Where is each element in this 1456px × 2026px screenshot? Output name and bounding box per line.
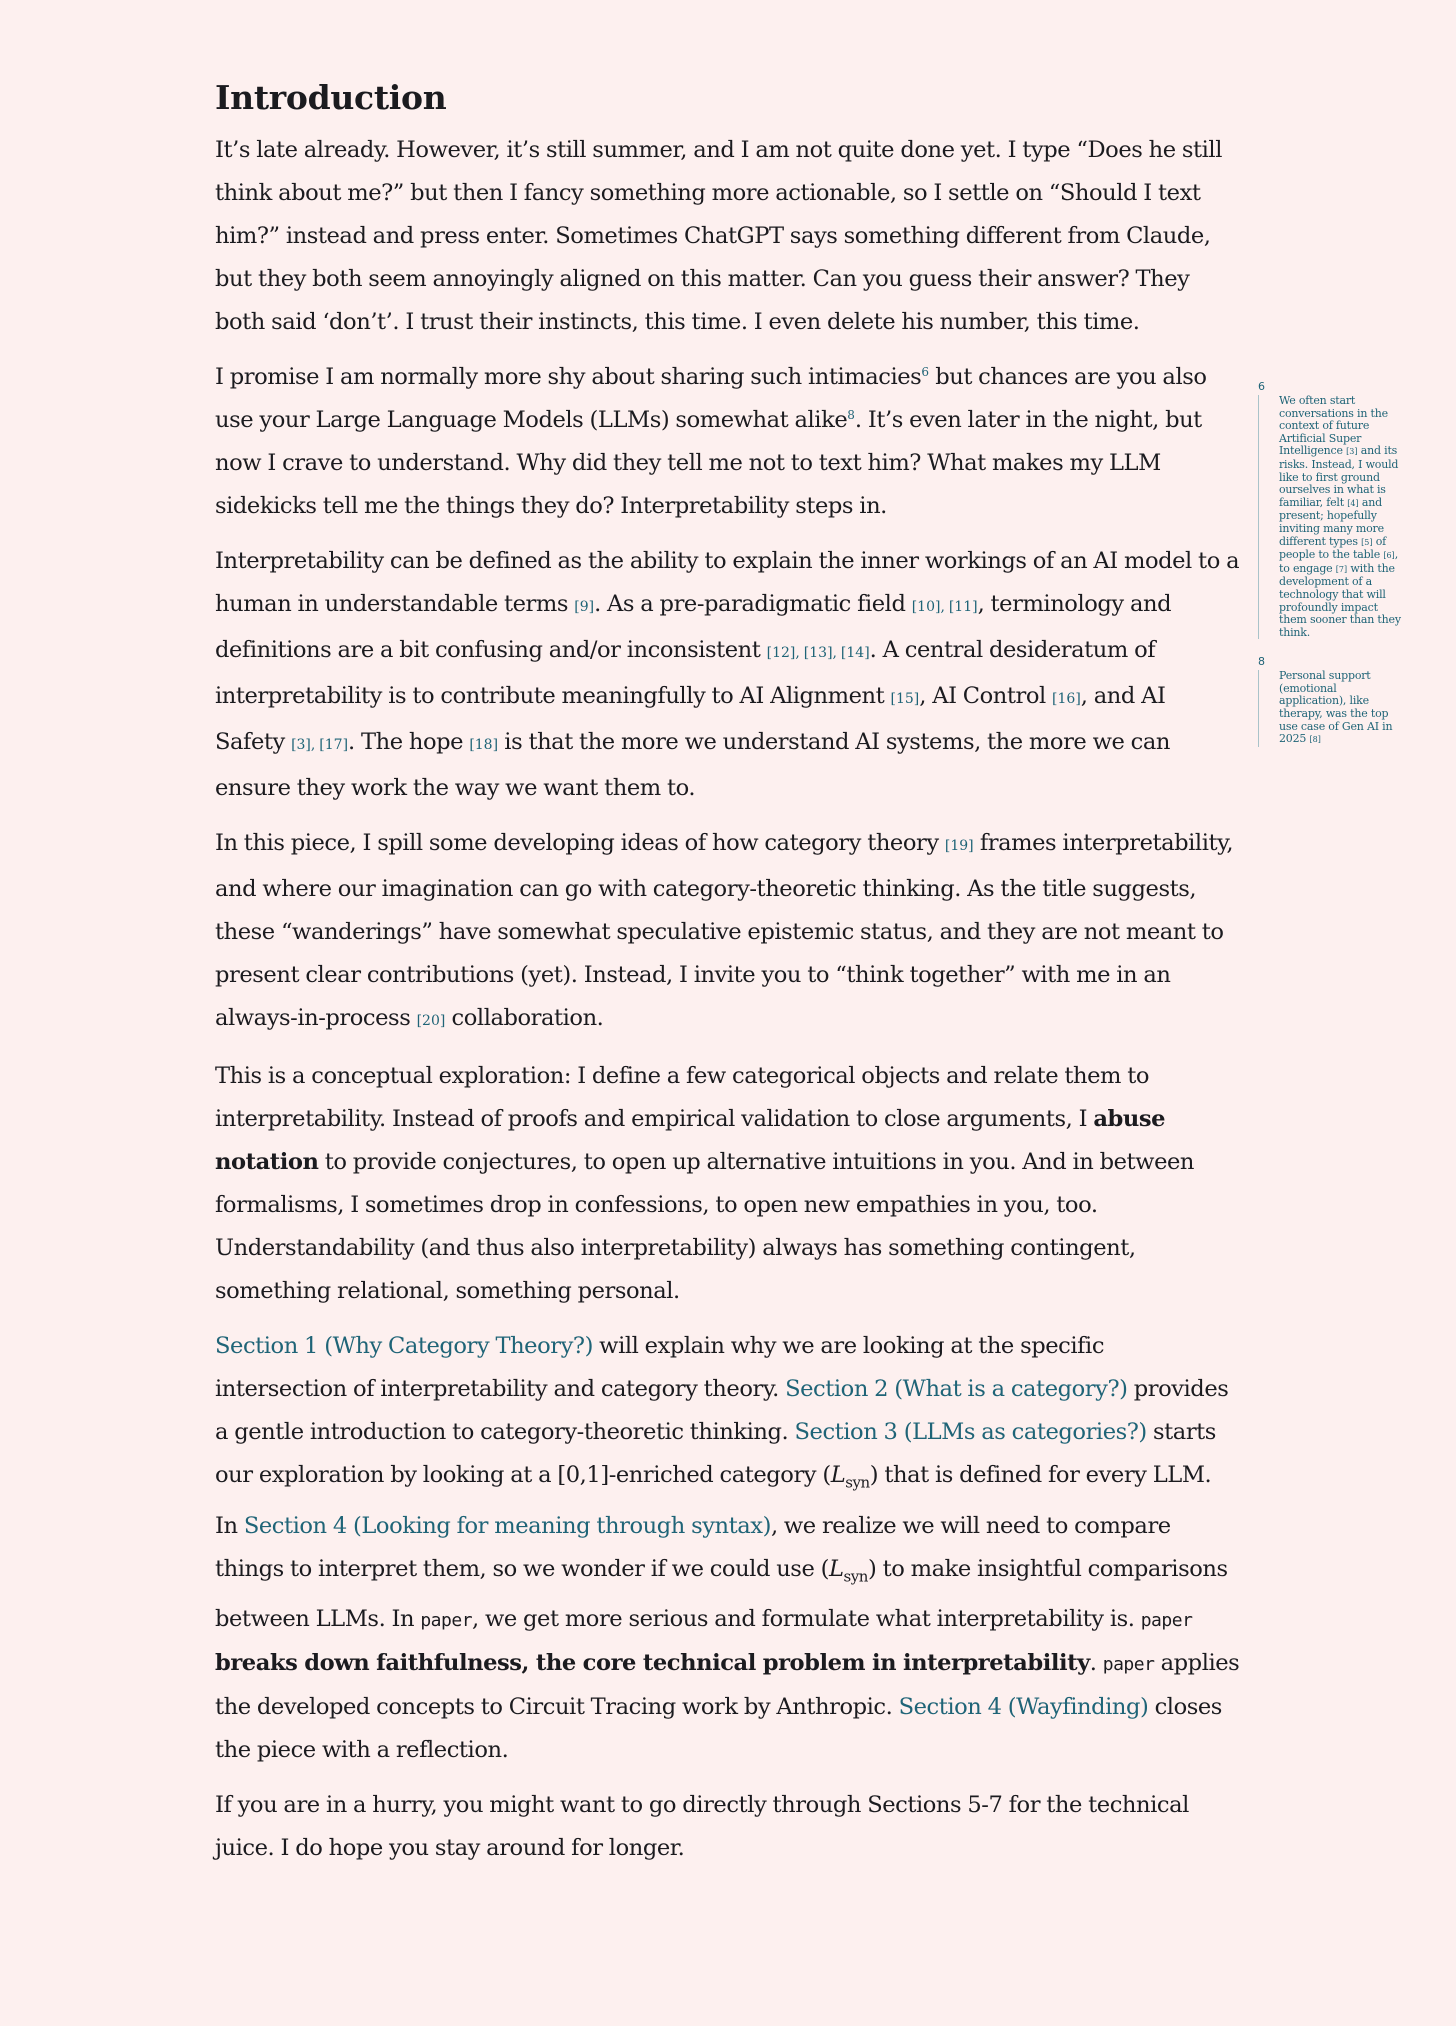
math-l-syn [828, 1555, 869, 1586]
citation[interactable]: [7] [1335, 564, 1348, 574]
text: applies the developed concepts to Circuit Tracing work by Anthropic. [215, 1650, 1240, 1721]
sidenote-6 [1258, 380, 1403, 639]
text: . [1089, 1650, 1103, 1677]
section-link-2[interactable]: Section 2 (What is a category?) [785, 1376, 1128, 1402]
text: , terminology and definitions are a bit confusing and/or inconsistent [215, 591, 1172, 663]
text: starts our exploration by looking at a [0,1]-enriched category ( [215, 1419, 1216, 1488]
paragraph-3 [215, 540, 1240, 810]
code-paper: paper [1140, 1610, 1193, 1632]
sidenotes [1258, 380, 1403, 763]
citation[interactable]: [15] [890, 691, 920, 707]
math-symbol: L [828, 1555, 844, 1582]
text: frames interpretability, and where our imagination can go with category-theoretic thinking. As the title suggests, these “wanderings” have somewhat speculative epistemic status, and they are not meant to present clear contributions (yet). Instead, I invite you to “think together” with me in an always-in-process [215, 830, 1234, 1031]
text: , to engage [1279, 548, 1398, 575]
text: collaboration. [445, 1005, 604, 1031]
sidenote-text [1258, 670, 1403, 747]
text: , and AI Safety [215, 683, 1166, 755]
paragraph-4 [215, 822, 1240, 1043]
section-heading: Introduction [215, 78, 447, 117]
section-link-1[interactable]: Section 1 (Why Category Theory?) [215, 1333, 593, 1359]
citation[interactable]: [19] [944, 838, 974, 854]
sidenote-text [1258, 395, 1403, 639]
code-paper: paper [1102, 1654, 1155, 1676]
section-link-wayfinding[interactable]: Section 4 (Wayfinding) [898, 1694, 1149, 1721]
paragraph-2 [215, 356, 1240, 528]
text: . The hope [348, 729, 470, 755]
citation[interactable]: [3], [17] [291, 737, 349, 753]
citation[interactable]: [10], [11] [911, 599, 978, 615]
section-link-4[interactable]: Section 4 (Looking for meaning through syntax) [243, 1512, 771, 1539]
paragraph-7: If you are in a hurry, you might want to go directly through Sections 5-7 for the technical juice. I do hope you stay around for longer. [215, 1792, 1189, 1862]
citation[interactable]: [20] [416, 1013, 446, 1029]
citation[interactable]: [16] [1052, 691, 1081, 707]
text: , AI Control [919, 683, 1053, 709]
text: ) to make insightful comparisons between LLMs. In [215, 1555, 1228, 1633]
sidenote-8 [1258, 655, 1403, 747]
citation[interactable]: [9] [574, 599, 595, 615]
text: but chances are you also use your Large Language Models (LLMs) somewhat alike [215, 364, 1207, 433]
paragraph-5 [215, 1055, 1240, 1313]
paragraph-1: It’s late already. However, it’s still summer, and I am not quite done yet. I type “Does he still think about me?” but then I fancy something more actionable, so I settle on “Should I text him?” instead and press enter. Sometimes ChatGPT says something different from Claude, but they both seem annoyingly aligned on this matter. Can you guess their answer? They both said ‘don’t’. I trust their instincts, this time. I even delete his number, this time. [215, 137, 1222, 335]
citation[interactable]: [3] [1346, 447, 1358, 457]
text: , we realize we will need to compare things to interpret them, so we wonder if we could use ( [215, 1512, 1171, 1582]
text: and present; hopefully inviting many more different types [1279, 495, 1384, 548]
sidenote-number: 6 [1258, 380, 1265, 393]
bold-text: abuse notation [215, 1106, 1166, 1175]
math-subscript: syn [843, 1567, 869, 1586]
math-subscript: syn [845, 1473, 870, 1492]
text: of people to the table [1279, 534, 1387, 562]
citation[interactable]: [8] [1309, 735, 1321, 745]
text: Interpretability can be defined as the ability to explain the inner workings of an AI model to a human in understandable terms [215, 548, 1240, 617]
text: This is a conceptual exploration: I define a few categorical objects and relate them to interpretability. Instead of proofs and empirical validation to close arguments, I [215, 1063, 1150, 1132]
text: We often start conversations in the context of future Artificial Super Intelligence [1279, 394, 1388, 458]
text: with the development of a technology that will profoundly impact them sooner than they think. [1279, 561, 1401, 639]
text: I promise I am normally more shy about sharing such intimacies [215, 364, 922, 390]
code-paper: paper [420, 1610, 473, 1632]
citation[interactable]: [12], [13], [14] [766, 645, 870, 661]
text: . As a pre-paradigmatic field [594, 591, 912, 617]
citation[interactable]: [6] [1383, 551, 1395, 561]
math-symbol: L [830, 1462, 846, 1488]
text: . A central desideratum of interpretability is to contribute meaningfully to AI Alignment [215, 637, 1156, 709]
footnote-ref-6[interactable]: 6 [921, 365, 929, 379]
citation[interactable]: [4] [1347, 498, 1359, 508]
sidenote-number: 8 [1258, 655, 1265, 669]
text: will explain why we are looking at the specific intersection of interpretability and category theory. [215, 1333, 1105, 1402]
article-body [215, 70, 1240, 1882]
footnote-ref-8[interactable]: 8 [847, 408, 855, 422]
text: ) that is defined for every LLM. In [215, 1462, 1212, 1539]
text: Personal support (emotional application), like therapy, was the top use case of Gen AI in 2025 [1279, 669, 1393, 746]
section-link-3[interactable]: Section 3 (LLMs as categories?) [794, 1419, 1147, 1445]
text: is that the more we understand AI systems, the more we can ensure they work the way we want them to. [215, 729, 1170, 801]
paragraph-6 [215, 1325, 1240, 1772]
text: provides a gentle introduction to category-theoretic thinking. [215, 1376, 1229, 1445]
bold-text: breaks down faithfulness, the core technical problem in interpretability [215, 1650, 1090, 1677]
text: In this piece, I spill some developing ideas of how category theory [215, 830, 945, 856]
text: closes the piece with a reflection. [215, 1694, 1222, 1764]
citation[interactable]: [18] [469, 737, 499, 753]
text: and its risks. Instead, I would like to first ground ourselves in what is familiar, felt [1279, 444, 1399, 509]
citation[interactable]: [5] [1361, 537, 1373, 547]
text: , we get more serious and formulate what interpretability is. [472, 1606, 1141, 1633]
math-l-syn [830, 1462, 870, 1492]
text: to provide conjectures, to open up alternative intuitions in you. And in between formalisms, I sometimes drop in confessions, to open new empathies in you, too. Understandability (and thus also interpretability) always has something contingent, something relational, something personal. [215, 1149, 1195, 1304]
text: . It’s even later in the night, but now I crave to understand. Why did they tell me not to text him? What makes my LLM sidekicks tell me the things they do? Interpretability steps in. [215, 407, 1202, 519]
